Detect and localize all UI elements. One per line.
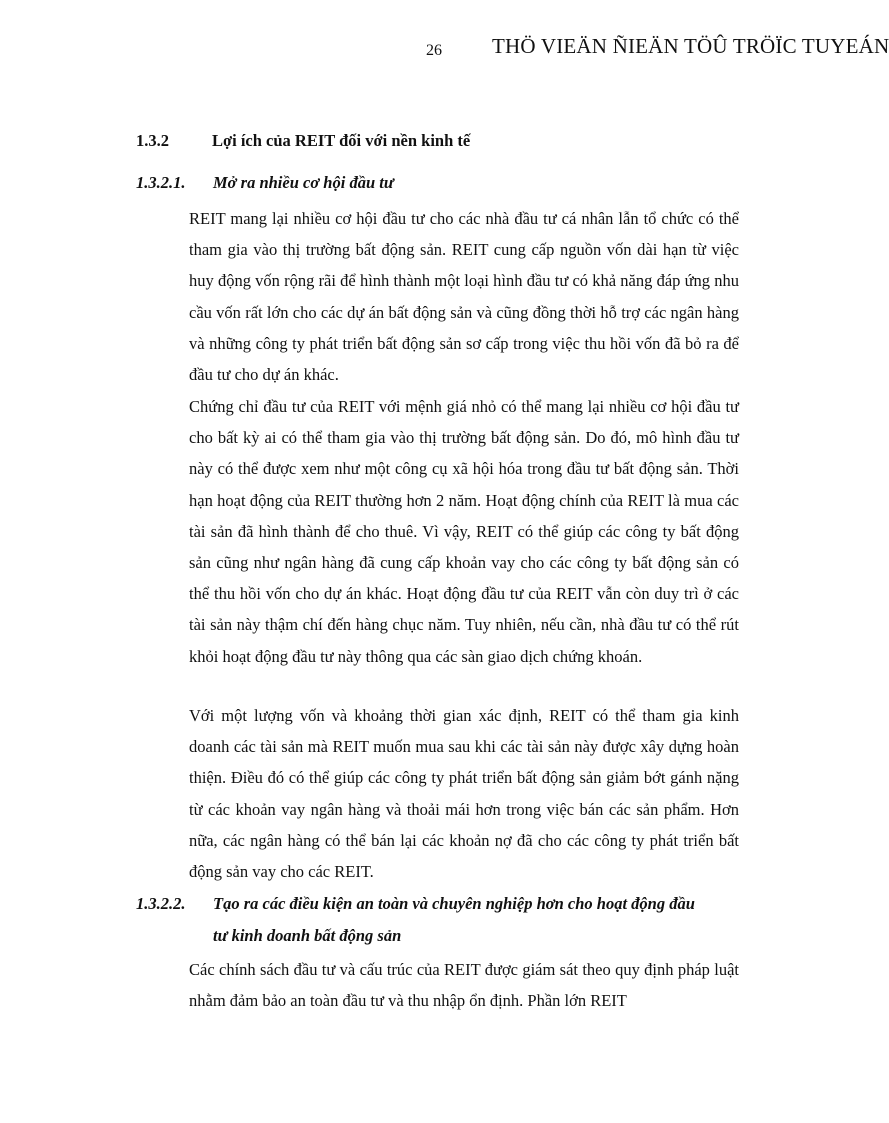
running-header: THÖ VIEÄN ÑIEÄN TÖÛ TRÖÏC TUYEÁN	[492, 34, 889, 58]
subsection-title: Mở ra nhiều cơ hội đầu tư	[213, 173, 394, 192]
section-title: Lợi ích của REIT đối với nền kinh tế	[212, 131, 471, 150]
subsection-title-line2: tư kinh doanh bất động sản	[213, 926, 402, 945]
body-paragraph: Với một lượng vốn và khoảng thời gian xác định, REIT có thể tham gia kinh doanh các tài sản mà REIT muốn mua sau khi các tài sản này được xây dựng hoàn thiện. Điều đó có thể giúp các công ty phát triển bất động sản giảm bớt gánh nặng từ các khoản vay ngân hàng và thoải mái hơn trong việc bán các sản phẩm. Hơn nữa, các ngân hàng có thể bán lại các khoản nợ đã cho các công ty phát triển bất động sản vay cho các REIT.	[189, 706, 739, 882]
page-number: 26	[426, 42, 442, 59]
body-paragraph: Các chính sách đầu tư và cấu trúc của REIT được giám sát theo quy định pháp luật nhằm đảm bảo an toàn đầu tư và thu nhập ổn định. Phần lớn REIT	[189, 960, 739, 1011]
body-paragraph: Chứng chỉ đầu tư của REIT với mệnh giá nhỏ có thể mang lại nhiều cơ hội đầu tư cho bất kỳ ai có thể tham gia vào thị trường bất động sản. Do đó, mô hình đầu tư này có thể được xem như một công cụ xã hội hóa trong đầu tư bất động sản. Thời hạn hoạt động của REIT thường hơn 2 năm. Hoạt động chính của REIT là mua các tài sản đã hình thành để cho thuê. Vì vậy, REIT có thể giúp các công ty bất động sản cũng như ngân hàng đã cung cấp khoản vay cho các công ty bất động sản có thể thu hồi vốn cho dự án khác. Hoạt động đầu tư của REIT vẫn còn duy trì ở các tài sản này thậm chí đến hàng chục năm. Tuy nhiên, nếu cần, nhà đầu tư có thể rút khỏi hoạt động đầu tư này thông qua các sàn giao dịch chứng khoán.	[189, 397, 739, 666]
section-heading	[136, 131, 470, 151]
subsection-number: 1.3.2.2.	[136, 894, 186, 913]
section-number: 1.3.2	[136, 131, 169, 150]
subsection-title-line1: Tạo ra các điều kiện an toàn và chuyên nghiệp hơn cho hoạt động đầu	[213, 894, 695, 913]
subsection-number: 1.3.2.1.	[136, 173, 186, 192]
subsection-heading	[136, 888, 695, 952]
body-paragraph: REIT mang lại nhiều cơ hội đầu tư cho các nhà đầu tư cá nhân lẫn tổ chức có thể tham gia vào thị trường bất động sản. REIT cung cấp nguồn vốn dài hạn từ việc huy động vốn rộng rãi để hình thành một loại hình đầu tư có khả năng đáp ứng nhu cầu vốn rất lớn cho các dự án bất động sản và cũng đồng thời hỗ trợ các ngân hàng và những công ty phát triển bất động sản sơ cấp trong việc thu hồi vốn đã bỏ ra để đầu tư cho dự án khác.	[189, 209, 739, 385]
subsection-heading	[136, 173, 394, 193]
